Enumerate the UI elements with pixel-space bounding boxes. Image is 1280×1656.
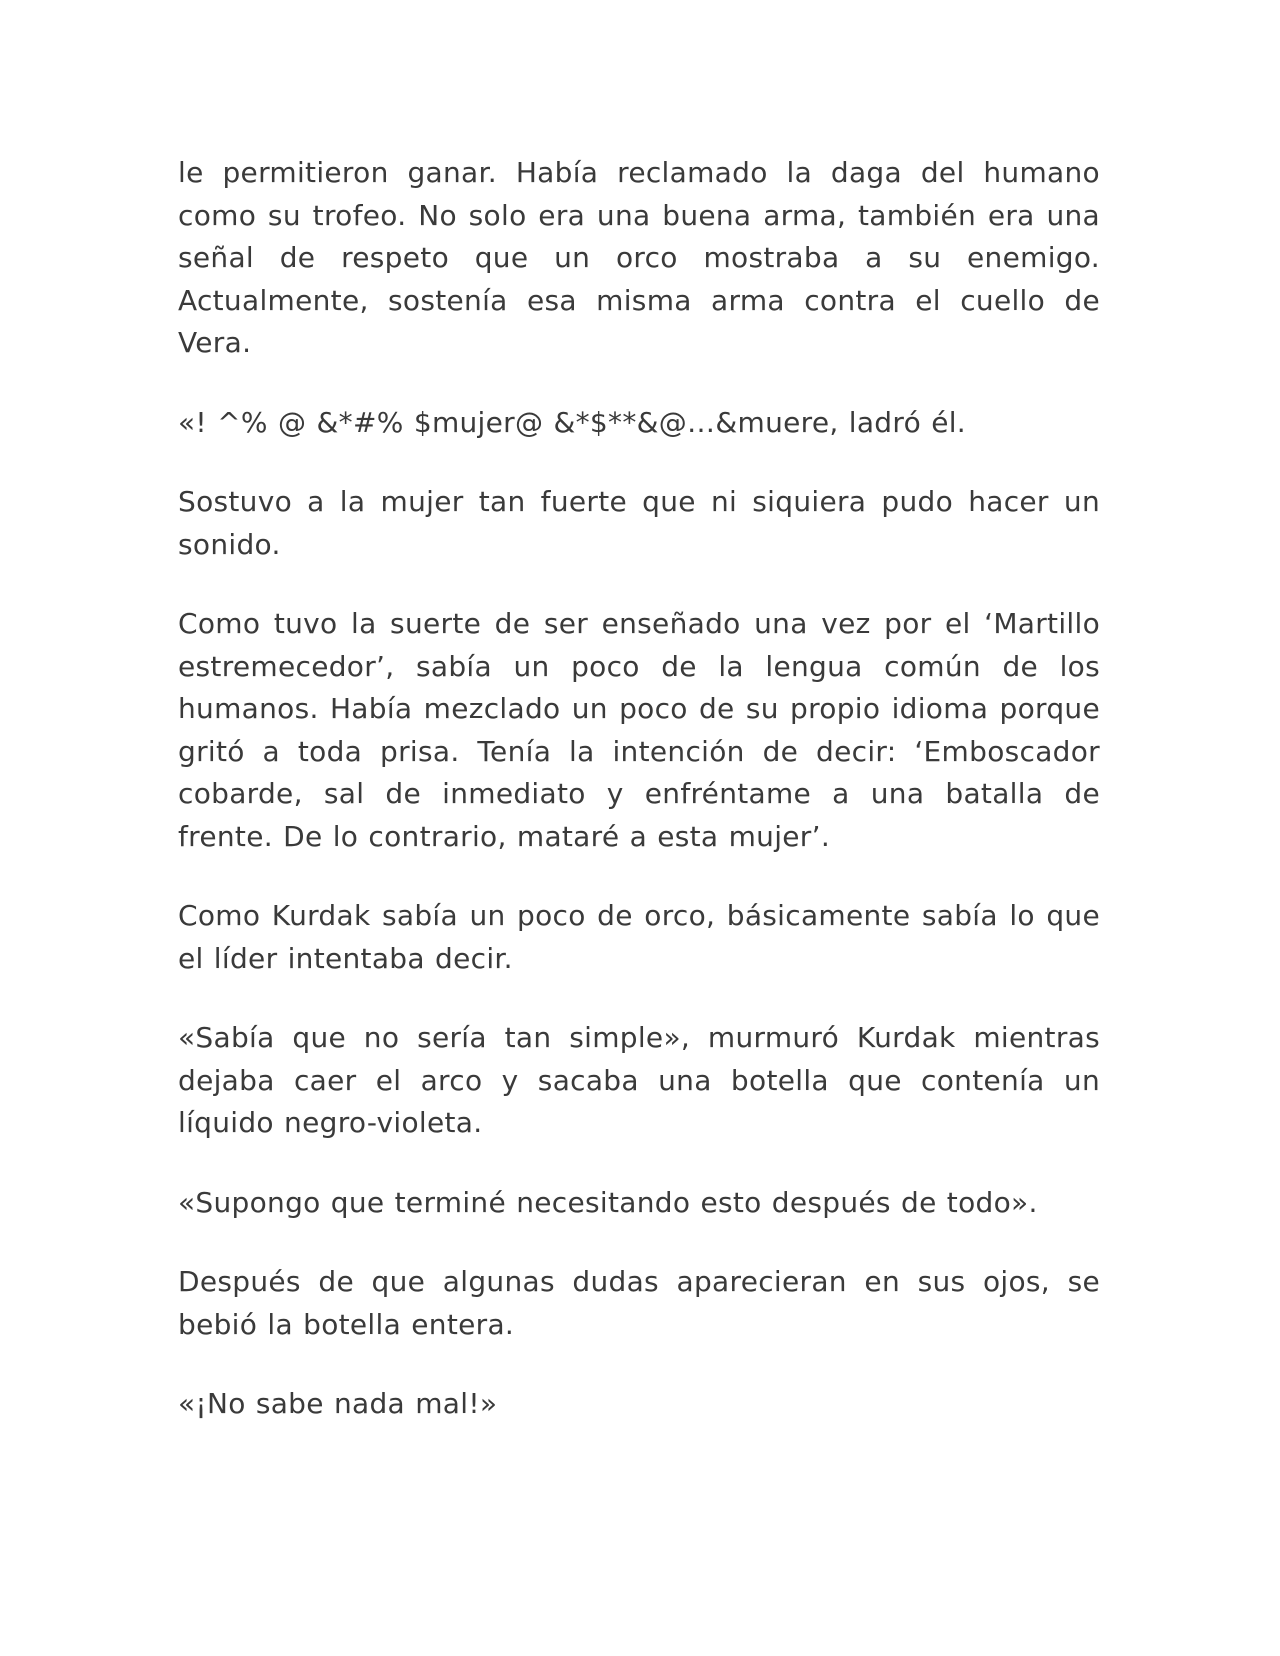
paragraph: Después de que algunas dudas aparecieran en sus ojos, se bebió la botella entera.: [178, 1265, 1100, 1341]
paragraph: «! ^% @ &*#% $mujer@ &*$**&@…&muere, ladró él.: [178, 405, 967, 439]
document-body: [178, 152, 1100, 1426]
paragraph: «Supongo que terminé necesitando esto después de todo».: [178, 1185, 1038, 1219]
paragraph: Como tuvo la suerte de ser enseñado una vez por el ‘Martillo estremecedor’, sabía un poco de la lengua común de los humanos. Había mezclado un poco de su propio idioma porque gritó a toda prisa. Tenía la intención de decir: ‘Emboscador cobarde, sal de inmediato y enfréntame a una batalla de frente. De lo contrario, mataré a esta mujer’.: [178, 607, 1100, 853]
paragraph: Sostuvo a la mujer tan fuerte que ni siquiera pudo hacer un sonido.: [178, 485, 1100, 561]
paragraph: Como Kurdak sabía un poco de orco, básicamente sabía lo que el líder intentaba decir.: [178, 899, 1100, 975]
paragraph: «¡No sabe nada mal!»: [178, 1387, 498, 1420]
paragraph: le permitieron ganar. Había reclamado la daga del humano como su trofeo. No solo era una buena arma, también era una señal de respeto que un orco mostraba a su enemigo. Actualmente, sostenía esa misma arma contra el cuello de Vera.: [178, 156, 1100, 359]
paragraph: «Sabía que no sería tan simple», murmuró Kurdak mientras dejaba caer el arco y sacaba una botella que contenía un líquido negro-violeta.: [178, 1021, 1100, 1139]
